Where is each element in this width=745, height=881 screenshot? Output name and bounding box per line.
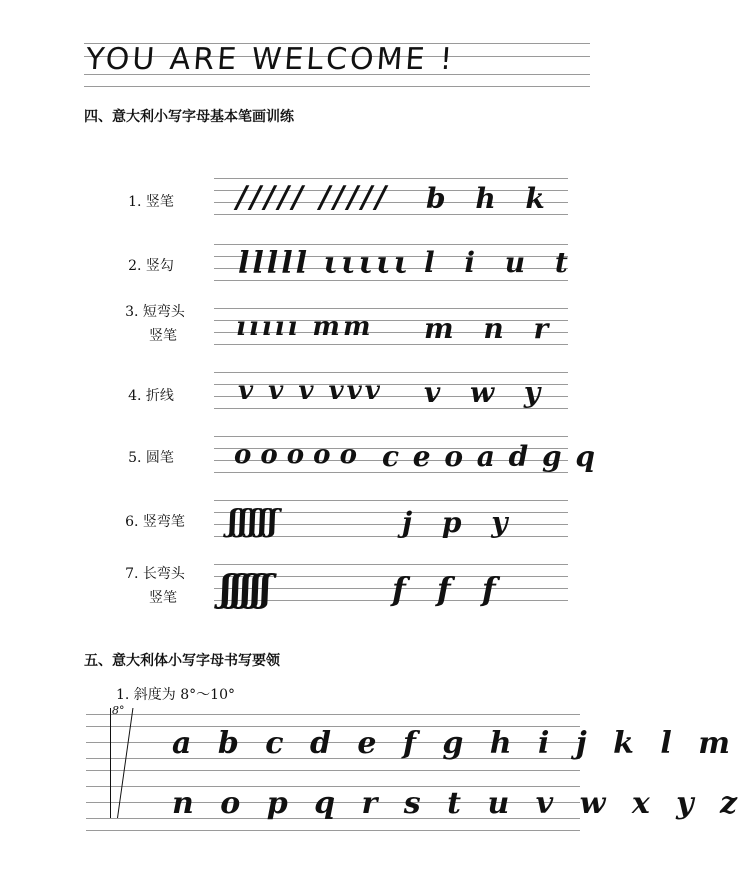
item-5-strokes: o o o o o	[234, 440, 357, 470]
alphabet-row-1: a b c d e f g h i j k l m	[172, 726, 738, 761]
item-6-strokes: ʃʃʃʃʃ	[228, 504, 278, 539]
item-3-strokes: ııııı mm	[236, 312, 374, 342]
item-5-label: 5. 圆笔	[128, 450, 174, 466]
item-2-letters: l i u t	[424, 246, 578, 279]
header-rule-4	[84, 86, 590, 87]
item-3-label-line1: 3. 短弯头	[125, 304, 185, 320]
section-4-title: 四、意大利小写字母基本笔画训练	[84, 109, 294, 125]
practice-line	[214, 308, 568, 309]
item-4-letters: v w y	[424, 376, 551, 409]
practice-line	[214, 564, 568, 565]
alphabet-line	[86, 714, 580, 715]
item-7-label-line1: 7. 长弯头	[125, 566, 185, 582]
item-1-strokes: ///// /////	[236, 180, 390, 215]
practice-line	[214, 178, 568, 179]
practice-line	[214, 500, 568, 501]
practice-line	[214, 436, 568, 437]
section-5-subtitle: 1. 斜度为 8°～10°	[116, 687, 235, 703]
vertical-guide	[110, 708, 111, 818]
alphabet-line	[86, 770, 580, 771]
item-7-label-line2: 竖笔	[149, 590, 177, 606]
item-4-label: 4. 折线	[128, 388, 174, 404]
angle-label: 8°	[112, 704, 125, 717]
item-3-label-line2: 竖笔	[149, 328, 177, 344]
alphabet-line	[86, 830, 580, 831]
item-6-label: 6. 竖弯笔	[125, 514, 185, 530]
item-4-strokes: v v v vvv	[238, 376, 383, 406]
practice-line	[214, 372, 568, 373]
section-5-title: 五、意大利体小写字母书写要领	[84, 653, 280, 669]
alphabet-row-2: n o p q r s t u v w x y z	[172, 786, 745, 821]
item-1-letters: b h k	[426, 182, 555, 215]
item-1-label: 1. 竖笔	[128, 194, 174, 210]
item-6-letters: j p y	[402, 506, 518, 539]
page-title: YOU ARE WELCOME !	[84, 42, 457, 77]
item-2-label: 2. 竖勾	[128, 258, 174, 274]
practice-line	[214, 244, 568, 245]
item-7-letters: f f f	[392, 570, 506, 608]
item-2-strokes: lllll ιιιιι	[238, 246, 412, 281]
item-3-letters: m n r	[424, 312, 559, 345]
item-5-letters: c e o a d g q	[382, 440, 597, 473]
item-7-strokes: ʃʃʃʃʃ	[220, 568, 270, 610]
